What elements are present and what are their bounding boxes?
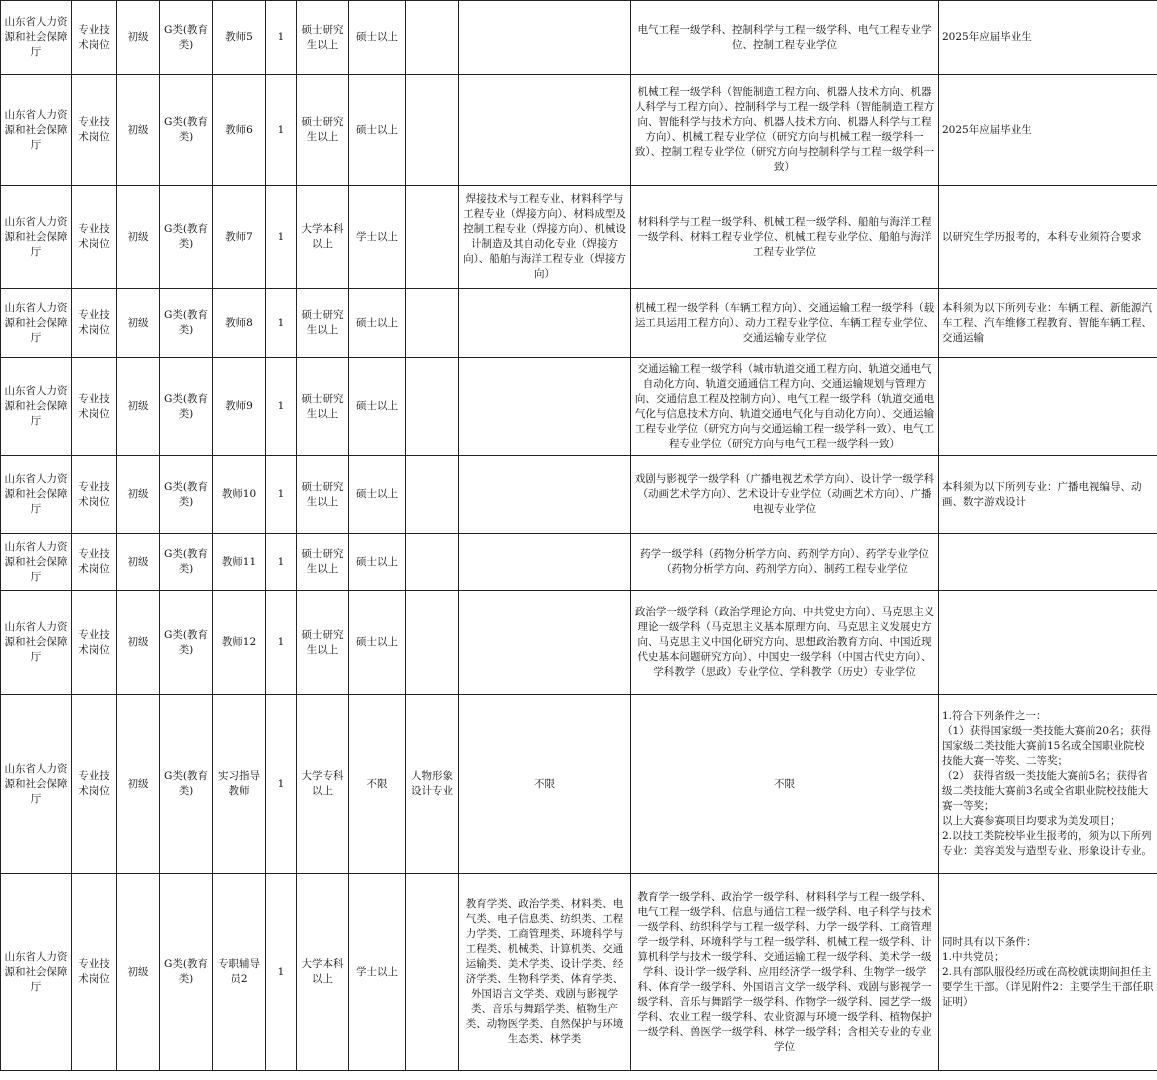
department-cell: 山东省人力资源和社会保障厅 [1,591,72,695]
undergrad-major-cell [459,1,631,75]
department-cell: 山东省人力资源和社会保障厅 [1,289,72,358]
recruit-count-cell: 1 [266,591,297,695]
post-name-cell: 教师8 [213,289,266,358]
post-category-cell: 专业技术岗位 [72,358,117,456]
table-row [1,289,1157,358]
grad-major-cell: 政治学一级学科（政治学理论方向、中共党史方向）、马克思主义理论一级学科（马克思主义基本原理方向、马克思主义发展史方向、马克思主义中国化研究方向、思想政治教育方向、中国近现代史基本问题研究方向）、中国史一级学科（中国古代史方向）、学科教学（思政）专业学位、学科教学（历史）专业学位 [631,591,939,695]
other-requirements-cell: 1.符合下列条件之一： （1）获得国家级一类技能大赛前20名；获得国家级二类技能大赛前15名或全国职业院校技能大赛一等奖、二等奖； （2） 获得省级一类技能大赛前5名；获得省级二类技能大赛前3名或全省职业院校技能大赛一等奖； 以上大赛参赛项目均要求为美发项目； 2.以技工类院校毕业生报考的，须为以下所列专业：美容美发与造型专业、形象设计专业。 [939,695,1157,874]
education-cell: 硕士研究生以上 [297,75,349,186]
recruit-count-cell: 1 [266,534,297,591]
other-requirements-cell: 本科须为以下所列专业：广播电视编导、动画、数字游戏设计 [939,456,1157,534]
table-row [1,1,1157,75]
other-requirements-cell: 2025年应届毕业生 [939,75,1157,186]
education-cell: 大学本科以上 [297,186,349,289]
other-requirements-cell: 本科须为以下所列专业：车辆工程、新能源汽车工程、汽车维修工程教育、智能车辆工程、交通运输 [939,289,1157,358]
department-cell: 山东省人力资源和社会保障厅 [1,695,72,874]
post-name-cell: 实习指导教师 [213,695,266,874]
department-cell: 山东省人力资源和社会保障厅 [1,1,72,75]
post-type-cell: G类(教育类) [160,358,213,456]
table-row [1,456,1157,534]
grad-major-cell: 教育学一级学科、政治学一级学科、材料科学与工程一级学科、电气工程一级学科、信息与通信工程一级学科、电子科学与技术一级学科、纺织科学与工程一级学科、力学一级学科、工商管理学一级学科、环境科学与工程一级学科、机械工程一级学科、计算机科学与技术一级学科、交通运输工程一级学科、美术学一级学科、设计学一级学科、应用经济学一级学科、生物学一级学科、体育学一级学科、外国语言文学一级学科、戏剧与影视学一级学科、音乐与舞蹈学一级学科、作物学一级学科、园艺学一级学科、农业工程一级学科、农业资源与环境一级学科、植物保护一级学科、兽医学一级学科、林学一级学科；含相关专业的专业学位 [631,874,939,1071]
grad-major-cell: 机械工程一级学科（车辆工程方向）、交通运输工程一级学科（载运工具运用工程方向）、动力工程专业学位、车辆工程专业学位、交通运输专业学位 [631,289,939,358]
post-type-cell: G类(教育类) [160,874,213,1071]
table-row [1,695,1157,874]
college-major-cell [406,289,459,358]
department-cell: 山东省人力资源和社会保障厅 [1,456,72,534]
other-requirements-cell: 2025年应届毕业生 [939,1,1157,75]
post-category-cell: 专业技术岗位 [72,695,117,874]
degree-cell: 硕士以上 [349,75,406,186]
post-name-cell: 教师12 [213,591,266,695]
table-row [1,186,1157,289]
degree-cell: 硕士以上 [349,289,406,358]
post-name-cell: 教师5 [213,1,266,75]
recruit-count-cell: 1 [266,358,297,456]
post-category-cell: 专业技术岗位 [72,1,117,75]
post-category-cell: 专业技术岗位 [72,874,117,1071]
post-type-cell: G类(教育类) [160,1,213,75]
college-major-cell [406,456,459,534]
recruit-count-cell: 1 [266,289,297,358]
post-level-cell: 初级 [117,695,160,874]
education-cell: 硕士研究生以上 [297,591,349,695]
undergrad-major-cell [459,456,631,534]
post-name-cell: 教师7 [213,186,266,289]
post-type-cell: G类(教育类) [160,75,213,186]
recruit-count-cell: 1 [266,75,297,186]
post-category-cell: 专业技术岗位 [72,186,117,289]
grad-major-cell: 材料科学与工程一级学科、机械工程一级学科、船舶与海洋工程一级学科、材料工程专业学位、机械工程专业学位、船舶与海洋工程专业学位 [631,186,939,289]
recruit-count-cell: 1 [266,186,297,289]
post-name-cell: 教师10 [213,456,266,534]
post-name-cell: 教师9 [213,358,266,456]
education-cell: 大学专科以上 [297,695,349,874]
college-major-cell [406,1,459,75]
post-level-cell: 初级 [117,289,160,358]
other-requirements-cell: 同时具有以下条件： 1.中共党员； 2.具有部队服役经历或在高校就读期间担任主要学生干部。（详见附件2：主要学生干部任职证明） [939,874,1157,1071]
post-level-cell: 初级 [117,591,160,695]
undergrad-major-cell [459,75,631,186]
post-category-cell: 专业技术岗位 [72,591,117,695]
education-cell: 硕士研究生以上 [297,456,349,534]
post-name-cell: 教师11 [213,534,266,591]
post-type-cell: G类(教育类) [160,695,213,874]
undergrad-major-cell [459,591,631,695]
post-level-cell: 初级 [117,456,160,534]
post-type-cell: G类(教育类) [160,456,213,534]
degree-cell: 不限 [349,695,406,874]
post-name-cell: 专职辅导员2 [213,874,266,1071]
college-major-cell [406,186,459,289]
grad-major-cell: 交通运输工程一级学科（城市轨道交通工程方向、轨道交通电气自动化方向、轨道交通通信工程方向、交通运输规划与管理方向、交通信息工程及控制方向）、电气工程一级学科（轨道交通电气化与信息技术方向、轨道交通电气化与自动化方向）、交通运输工程专业学位（研究方向与交通运输工程一级学科一致）、电气工程专业学位（研究方向与电气工程一级学科一致） [631,358,939,456]
other-requirements-cell: 以研究生学历报考的，本科专业须符合要求 [939,186,1157,289]
department-cell: 山东省人力资源和社会保障厅 [1,874,72,1071]
post-name-cell: 教师6 [213,75,266,186]
degree-cell: 学士以上 [349,874,406,1071]
post-level-cell: 初级 [117,534,160,591]
post-type-cell: G类(教育类) [160,186,213,289]
undergrad-major-cell: 教育学类、政治学类、材料类、电气类、电子信息类、纺织类、工程力学类、工商管理类、环境科学与工程类、机械类、计算机类、交通运输类、美术学类、设计学类、经济学类、生物科学类、体育学类、外国语言文学类、戏剧与影视学类、音乐与舞蹈学类、植物生产类、动物医学类、自然保护与环境生态类、林学类 [459,874,631,1071]
other-requirements-cell [939,534,1157,591]
education-cell: 硕士研究生以上 [297,1,349,75]
recruit-count-cell: 1 [266,874,297,1071]
college-major-cell [406,591,459,695]
post-level-cell: 初级 [117,1,160,75]
college-major-cell [406,75,459,186]
grad-major-cell: 不限 [631,695,939,874]
department-cell: 山东省人力资源和社会保障厅 [1,534,72,591]
table-row [1,534,1157,591]
table-row [1,358,1157,456]
post-type-cell: G类(教育类) [160,591,213,695]
grad-major-cell: 机械工程一级学科（智能制造工程方向、机器人技术方向、机器人科学与工程方向）、控制科学与工程一级学科（智能制造工程方向、智能科学与技术方向、机器人技术方向、机器人科学与工程方向）、机械工程专业学位（研究方向与机械工程一级学科一致）、控制工程专业学位（研究方向与控制科学与工程一级学科一致） [631,75,939,186]
post-level-cell: 初级 [117,75,160,186]
post-category-cell: 专业技术岗位 [72,289,117,358]
degree-cell: 硕士以上 [349,456,406,534]
recruit-count-cell: 1 [266,456,297,534]
college-major-cell [406,874,459,1071]
table-row [1,591,1157,695]
post-category-cell: 专业技术岗位 [72,534,117,591]
undergrad-major-cell [459,289,631,358]
post-type-cell: G类(教育类) [160,289,213,358]
grad-major-cell: 药学一级学科（药物分析学方向、药剂学方向）、药学专业学位（药物分析学方向、药剂学方向）、制药工程专业学位 [631,534,939,591]
department-cell: 山东省人力资源和社会保障厅 [1,186,72,289]
undergrad-major-cell [459,358,631,456]
post-level-cell: 初级 [117,358,160,456]
post-level-cell: 初级 [117,186,160,289]
college-major-cell [406,534,459,591]
recruit-count-cell: 1 [266,1,297,75]
post-category-cell: 专业技术岗位 [72,75,117,186]
college-major-cell: 人物形象设计专业 [406,695,459,874]
table-row [1,75,1157,186]
degree-cell: 硕士以上 [349,358,406,456]
post-type-cell: G类(教育类) [160,534,213,591]
recruit-count-cell: 1 [266,695,297,874]
grad-major-cell: 戏剧与影视学一级学科（广播电视艺术学方向）、设计学一级学科（动画艺术学方向）、艺术设计专业学位（动画艺术方向）、广播电视专业学位 [631,456,939,534]
undergrad-major-cell [459,534,631,591]
undergrad-major-cell: 不限 [459,695,631,874]
table-row [1,874,1157,1071]
other-requirements-cell [939,358,1157,456]
college-major-cell [406,358,459,456]
post-category-cell: 专业技术岗位 [72,456,117,534]
degree-cell: 硕士以上 [349,534,406,591]
post-level-cell: 初级 [117,874,160,1071]
grad-major-cell: 电气工程一级学科、控制科学与工程一级学科、电气工程专业学位、控制工程专业学位 [631,1,939,75]
degree-cell: 硕士以上 [349,1,406,75]
education-cell: 硕士研究生以上 [297,289,349,358]
department-cell: 山东省人力资源和社会保障厅 [1,358,72,456]
undergrad-major-cell: 焊接技术与工程专业、材料科学与工程专业（焊接方向）、材料成型及控制工程专业（焊接方向）、机械设计制造及其自动化专业（焊接方向）、船舶与海洋工程专业（焊接方向） [459,186,631,289]
education-cell: 大学本科以上 [297,874,349,1071]
other-requirements-cell [939,591,1157,695]
education-cell: 硕士研究生以上 [297,358,349,456]
education-cell: 硕士研究生以上 [297,534,349,591]
degree-cell: 学士以上 [349,186,406,289]
department-cell: 山东省人力资源和社会保障厅 [1,75,72,186]
degree-cell: 硕士以上 [349,591,406,695]
